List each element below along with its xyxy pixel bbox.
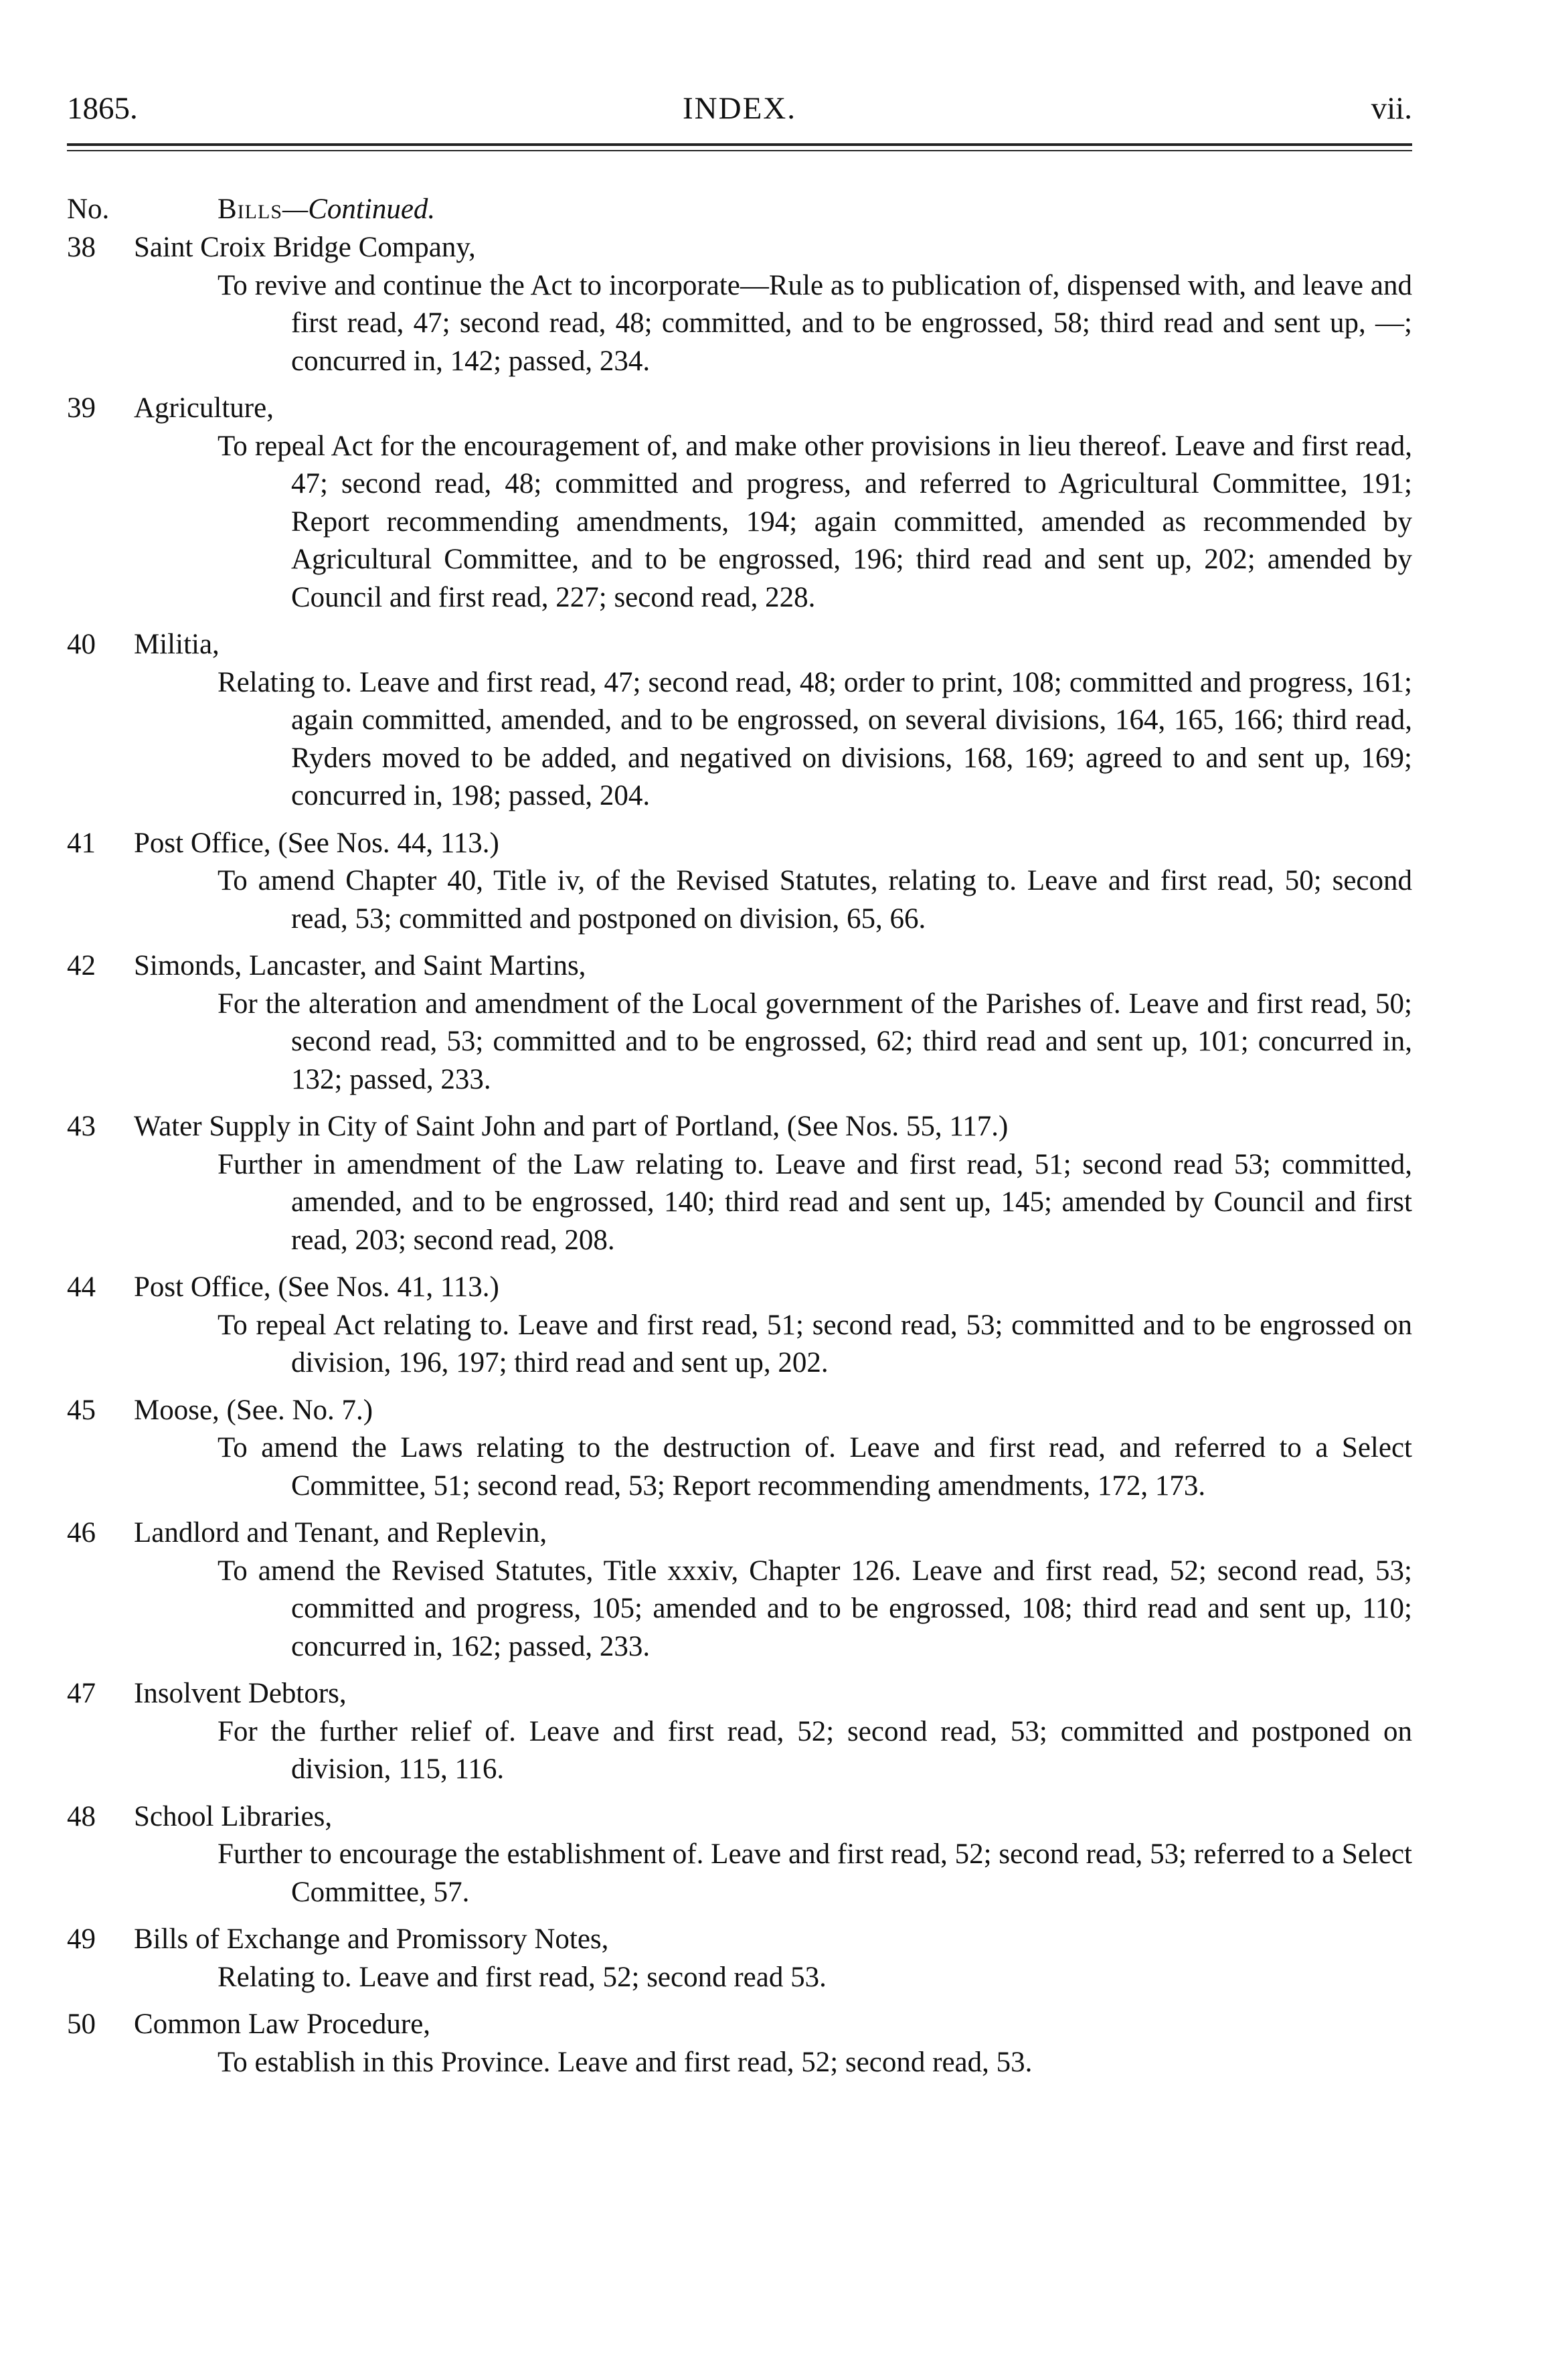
index-entry bbox=[67, 1514, 1412, 1666]
entry-heading-line bbox=[67, 1798, 1412, 1836]
entry-heading-line bbox=[67, 1514, 1412, 1553]
entry-heading: Water Supply in City of Saint John and part of Portland, (See Nos. 55, 117.) bbox=[134, 1111, 1009, 1142]
entry-body: Further in amendment of the Law relating to. Leave and first read, 51; second read 53; committed, amended, and to be engrossed, 140; third read and sent up, 145; amended by Council and first read, 203; second read, 208. bbox=[218, 1148, 1412, 1256]
entry-heading: Agriculture, bbox=[134, 392, 274, 424]
section-label bbox=[218, 191, 435, 229]
entry-heading-line bbox=[67, 2006, 1412, 2044]
entry-heading: Militia, bbox=[134, 629, 220, 660]
entry-body: Further to encourage the establishment of. Leave and first read, 52; second read, 53; referred to a Select Committee, 57. bbox=[218, 1838, 1412, 1908]
entry-heading-line bbox=[67, 390, 1412, 428]
entry-number: 38 bbox=[67, 232, 96, 263]
entry-body: To amend the Revised Statutes, Title xxxiv, Chapter 126. Leave and first read, 52; second read, 53; committed and progress, 105; amended and to be engrossed, 108; third read and sent up, 110; concurred in, 162; passed, 233. bbox=[218, 1555, 1412, 1662]
entry-heading-line bbox=[67, 1108, 1412, 1146]
index-entry bbox=[67, 825, 1412, 939]
entry-number: 43 bbox=[67, 1111, 96, 1142]
entry-heading: Bills of Exchange and Promissory Notes, bbox=[134, 1923, 609, 1955]
entry-heading-line bbox=[67, 825, 1412, 863]
header-rule-thick bbox=[67, 143, 1412, 146]
index-entry bbox=[67, 947, 1412, 1099]
entry-heading: Saint Croix Bridge Company, bbox=[134, 232, 476, 263]
index-entry bbox=[67, 1921, 1412, 1996]
entry-body: Relating to. Leave and first read, 52; second read 53. bbox=[218, 1961, 827, 1993]
entry-body: For the alteration and amendment of the Local government of the Parishes of. Leave and first read, 50; second read, 53; committed and to be engrossed, 62; third read and sent up, 101; concurred in, 132; passed, 233. bbox=[218, 987, 1412, 1095]
entry-heading-line bbox=[67, 1392, 1412, 1430]
entry-heading-line bbox=[67, 1269, 1412, 1307]
index-content bbox=[67, 191, 1412, 2091]
entry-number: 44 bbox=[67, 1271, 96, 1303]
index-entry bbox=[67, 1675, 1412, 1789]
index-entry bbox=[67, 390, 1412, 617]
entry-number: 42 bbox=[67, 950, 96, 981]
entry-body: To amend the Laws relating to the destruction of. Leave and first read, and referred to a Select Committee, 51; second read, 53; Report recommending amendments, 172, 173. bbox=[218, 1432, 1412, 1502]
section-continued: —Continued. bbox=[282, 193, 436, 225]
entry-number: 48 bbox=[67, 1800, 96, 1832]
index-entry bbox=[67, 626, 1412, 815]
column-header bbox=[67, 191, 1412, 229]
header-title: INDEX. bbox=[683, 91, 796, 126]
entry-heading: Moose, (See. No. 7.) bbox=[134, 1394, 373, 1426]
number-column-label: No. bbox=[67, 193, 110, 225]
index-entry bbox=[67, 229, 1412, 380]
entry-heading: Post Office, (See Nos. 44, 113.) bbox=[134, 827, 499, 859]
entry-body: To repeal Act for the encouragement of, and make other provisions in lieu thereof. Leave and first read, 47; second read, 48; committed and progress, and referred to Agricultural Committee, 191; Report recommending amendments, 194; again committed, amended as recommended by Agricultural Committee, and to be engrossed, 196; third read and sent up, 202; amended by Council and first read, 227; second read, 228. bbox=[218, 430, 1412, 613]
entry-number: 41 bbox=[67, 827, 96, 859]
entry-heading-line bbox=[67, 229, 1412, 267]
entry-body: To amend Chapter 40, Title iv, of the Revised Statutes, relating to. Leave and first read, 50; second read, 53; committed and postponed on division, 65, 66. bbox=[218, 865, 1412, 935]
entry-heading: Common Law Procedure, bbox=[134, 2008, 431, 2040]
entry-number: 45 bbox=[67, 1394, 96, 1426]
entry-heading-line bbox=[67, 947, 1412, 985]
index-entry bbox=[67, 2006, 1412, 2081]
entry-number: 50 bbox=[67, 2008, 96, 2040]
entry-number: 49 bbox=[67, 1923, 96, 1955]
entry-heading: Post Office, (See Nos. 41, 113.) bbox=[134, 1271, 499, 1303]
section-label-text: Bills bbox=[218, 193, 283, 225]
entry-heading: School Libraries, bbox=[134, 1800, 333, 1832]
index-entry bbox=[67, 1269, 1412, 1382]
index-entry bbox=[67, 1798, 1412, 1912]
entry-number: 46 bbox=[67, 1517, 96, 1549]
entry-body: To repeal Act relating to. Leave and first read, 51; second read, 53; committed and to be engrossed on division, 196, 197; third read and sent up, 202. bbox=[218, 1309, 1412, 1378]
header-rule-thin bbox=[67, 150, 1412, 151]
entry-heading: Simonds, Lancaster, and Saint Martins, bbox=[134, 950, 586, 981]
entry-body: To establish in this Province. Leave and first read, 52; second read, 53. bbox=[218, 2046, 1033, 2078]
entry-heading-line bbox=[67, 1921, 1412, 1959]
entry-body: Relating to. Leave and first read, 47; second read, 48; order to print, 108; committed and progress, 161; again committed, amended, and to be engrossed, on several divisions, 164, 165, 166; third read, Ryders moved to be added, and negatived on divisions, 168, 169; agreed to and sent up, 169; concurred in, 198; passed, 204. bbox=[218, 666, 1412, 811]
entry-body: To revive and continue the Act to incorporate—Rule as to publication of, dispensed with, and leave and first read, 47; second read, 48; committed, and to be engrossed, 58; third read and sent up, —; concurred in, 142; passed, 234. bbox=[218, 269, 1412, 377]
entry-number: 39 bbox=[67, 392, 96, 424]
entry-heading-line bbox=[67, 626, 1412, 664]
header-year: 1865. bbox=[67, 91, 138, 126]
entry-number: 47 bbox=[67, 1678, 96, 1709]
header-page-number: vii. bbox=[1371, 91, 1412, 126]
entry-heading: Landlord and Tenant, and Replevin, bbox=[134, 1517, 547, 1549]
running-header bbox=[67, 88, 1412, 129]
entry-heading: Insolvent Debtors, bbox=[134, 1678, 347, 1709]
entry-body: For the further relief of. Leave and first read, 52; second read, 53; committed and postponed on division, 115, 116. bbox=[218, 1715, 1412, 1785]
index-entry bbox=[67, 1392, 1412, 1506]
entry-heading-line bbox=[67, 1675, 1412, 1713]
index-entry bbox=[67, 1108, 1412, 1259]
entry-number: 40 bbox=[67, 629, 96, 660]
